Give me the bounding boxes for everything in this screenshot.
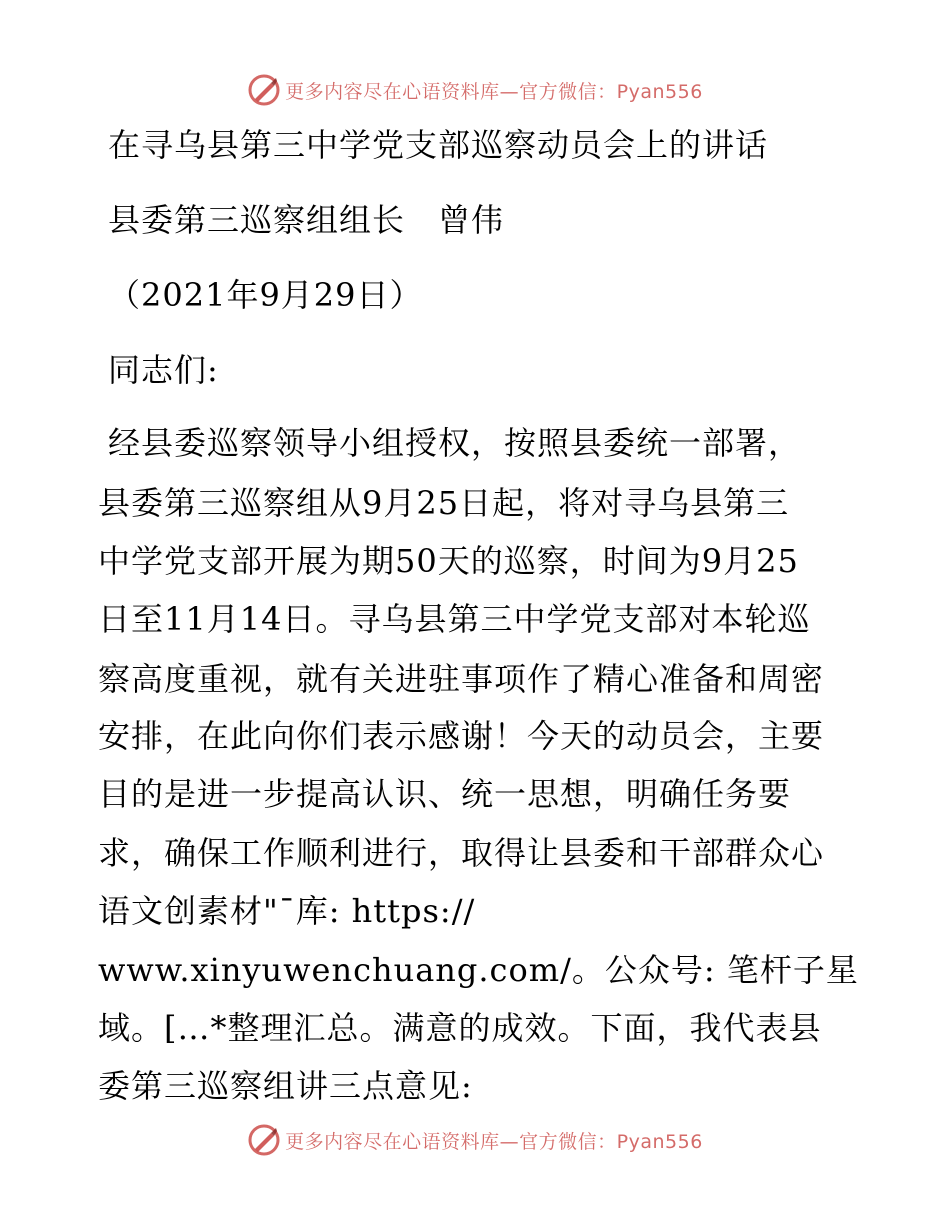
watermark-text: 更多内容尽在心语资料库—官方微信：Pyan556 — [285, 80, 703, 103]
body-line: 委第三巡察组讲三点意见: — [98, 1067, 473, 1105]
body-line: 察高度重视，就有关进驻事项作了精心准备和周密 — [98, 660, 825, 698]
body-line: 县委第三巡察组从9月25日起，将对寻乌县第三 — [98, 484, 790, 522]
body-line: 中学党支部开展为期50天的巡察，时间为9月25 — [98, 542, 799, 580]
watermark-bottom — [0, 1120, 950, 1160]
speaker-line: 县委第三巡察组组长 曾伟 — [108, 201, 505, 239]
body-line: 经县委巡察领导小组授权，按照县委统一部署， — [108, 424, 802, 462]
date-line: （2021年9月29日） — [108, 276, 423, 314]
body-line: 安排，在此向你们表示感谢！今天的动员会，主要 — [98, 717, 825, 755]
watermark-text: 更多内容尽在心语资料库—官方微信：Pyan556 — [285, 1130, 703, 1153]
body-line: www.xinyuwenchuang.com/。公众号: 笔杆子星 — [98, 951, 859, 989]
body-line: 语文创素材"¯库: https:// — [98, 892, 476, 930]
body-line: 求，确保工作顺利进行，取得让县委和干部群众心 — [98, 834, 825, 872]
pen-logo-icon — [247, 73, 281, 107]
pen-logo-icon — [247, 1123, 281, 1157]
salutation: 同志们: — [108, 351, 219, 389]
body-line: 域。[…*整理汇总。满意的成效。下面，我代表县 — [98, 1009, 822, 1047]
body-line: 目的是进一步提高认识、统一思想，明确任务要 — [98, 775, 792, 813]
body-line: 日至11月14日。寻乌县第三中学党支部对本轮巡 — [98, 600, 811, 638]
watermark-top — [0, 70, 950, 110]
document-title: 在寻乌县第三中学党支部巡察动员会上的讲话 — [108, 126, 769, 164]
